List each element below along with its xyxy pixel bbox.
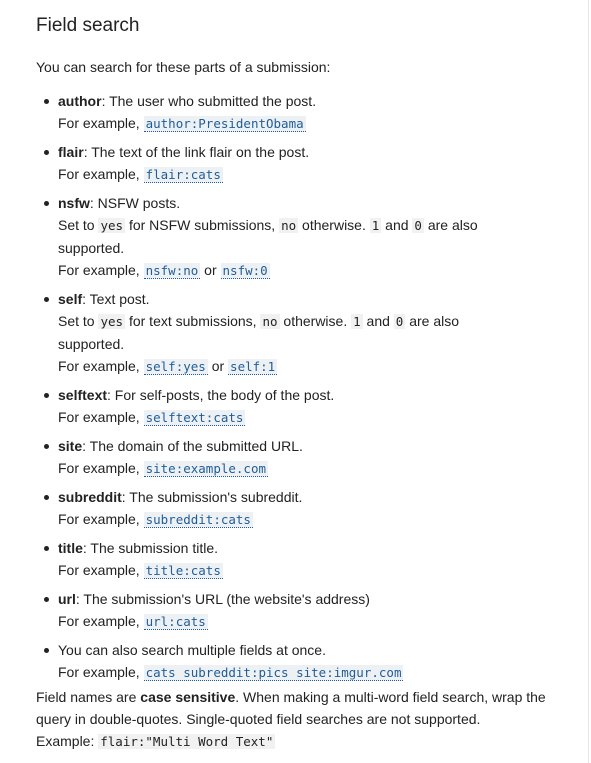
field-desc: : The domain of the submitted URL.	[82, 438, 303, 454]
bullet-icon	[44, 99, 49, 104]
bullet-icon	[44, 393, 49, 398]
intro-text: You can search for these parts of a submission:	[36, 59, 331, 75]
case-sensitive-text: case sensitive	[140, 689, 236, 705]
code-zero: 0	[414, 218, 422, 233]
note-text: are also	[427, 217, 478, 233]
field-name: url	[58, 591, 76, 607]
example-link[interactable]: nsfw:no	[145, 263, 199, 278]
field-item-selftext	[42, 384, 562, 429]
field-name: flair	[58, 144, 84, 160]
note-text: are also	[409, 313, 460, 329]
bullet-icon	[44, 444, 49, 449]
bullet-icon	[44, 495, 49, 500]
field-name: subreddit	[58, 489, 122, 505]
field-item-subreddit	[42, 486, 562, 531]
example-prefix: For example,	[58, 664, 140, 680]
code-yes: yes	[100, 218, 124, 233]
section-title: Field search	[36, 15, 140, 36]
example-prefix: For example,	[58, 166, 140, 182]
example-link[interactable]: author:PresidentObama	[145, 116, 304, 131]
example-prefix: For example,	[58, 613, 140, 629]
field-name: title	[58, 540, 83, 556]
field-desc: : NSFW posts.	[89, 195, 181, 211]
field-item-flair	[42, 141, 562, 186]
example-link[interactable]: cats subreddit:pics site:imgur.com	[145, 665, 402, 680]
note-text: and	[366, 313, 390, 329]
field-item-author	[42, 90, 562, 135]
field-desc: : The submission's subreddit.	[121, 489, 303, 505]
field-desc: : Text post.	[82, 291, 150, 307]
field-item-url	[42, 588, 562, 633]
field-name: site	[58, 438, 83, 454]
or-text: or	[204, 262, 217, 278]
note-text: supported.	[58, 240, 125, 256]
bullet-icon	[44, 648, 49, 653]
field-name: self	[58, 291, 83, 307]
note-text: otherwise.	[283, 313, 348, 329]
footer-note	[36, 686, 556, 753]
example-link[interactable]: site:example.com	[145, 461, 267, 476]
example-link[interactable]: url:cats	[145, 614, 206, 629]
example-prefix: For example,	[58, 562, 140, 578]
field-desc: You can also search multiple fields at once.	[58, 642, 326, 658]
or-text: or	[211, 358, 225, 374]
example-prefix: For example,	[58, 511, 140, 527]
footer-example-code: flair:"Multi Word Text"	[100, 734, 274, 749]
code-zero: 0	[395, 314, 404, 329]
example-link[interactable]: nsfw:0	[222, 263, 268, 278]
example-prefix: For example,	[58, 115, 140, 131]
field-item-nsfw	[42, 192, 562, 282]
field-desc: : For self-posts, the body of the post.	[107, 387, 335, 403]
code-no: no	[281, 218, 297, 233]
field-name: selftext	[58, 387, 108, 403]
field-desc: : The user who submitted the post.	[101, 93, 317, 109]
example-link[interactable]: subreddit:cats	[145, 512, 251, 527]
example-prefix: For example,	[58, 358, 140, 374]
example-link[interactable]: self:1	[230, 359, 276, 374]
code-yes: yes	[100, 314, 124, 329]
example-prefix: For example,	[58, 409, 140, 425]
field-name: nsfw	[58, 195, 90, 211]
example-prefix: For example,	[58, 460, 140, 476]
field-desc: : The text of the link flair on the post.	[83, 144, 310, 160]
code-no: no	[262, 314, 278, 329]
field-item-multiple	[42, 639, 562, 684]
example-link[interactable]: self:yes	[145, 359, 206, 374]
field-item-site	[42, 435, 562, 480]
example-prefix: For example,	[58, 262, 140, 278]
note-text: for NSFW submissions,	[128, 217, 276, 233]
field-item-title	[42, 537, 562, 582]
note-text: for text submissions,	[128, 313, 257, 329]
example-link[interactable]: flair:cats	[145, 167, 221, 182]
bullet-icon	[44, 597, 49, 602]
field-desc: : The submission's URL (the website's address)	[75, 591, 370, 607]
example-link[interactable]: title:cats	[145, 563, 221, 578]
bullet-icon	[44, 201, 49, 206]
bullet-icon	[44, 297, 49, 302]
field-item-self	[42, 288, 562, 378]
note-text: Set to	[58, 313, 95, 329]
footer-example-label: Example:	[36, 733, 95, 749]
bullet-icon	[44, 150, 49, 155]
note-text: supported.	[58, 336, 125, 352]
example-link[interactable]: selftext:cats	[145, 410, 244, 425]
code-one: 1	[353, 314, 361, 329]
footer-text: Field names are	[36, 689, 137, 705]
note-text: Set to	[58, 217, 95, 233]
note-text: and	[385, 217, 409, 233]
footer-text: . When making a multi-word field search, wrap the query in double-quotes. Single-quoted field searches are not supported.	[36, 689, 546, 727]
code-one: 1	[371, 218, 380, 233]
field-desc: : The submission title.	[82, 540, 219, 556]
field-name: author	[58, 93, 102, 109]
note-text: otherwise.	[302, 217, 366, 233]
field-list	[42, 90, 562, 690]
bullet-icon	[44, 546, 49, 551]
